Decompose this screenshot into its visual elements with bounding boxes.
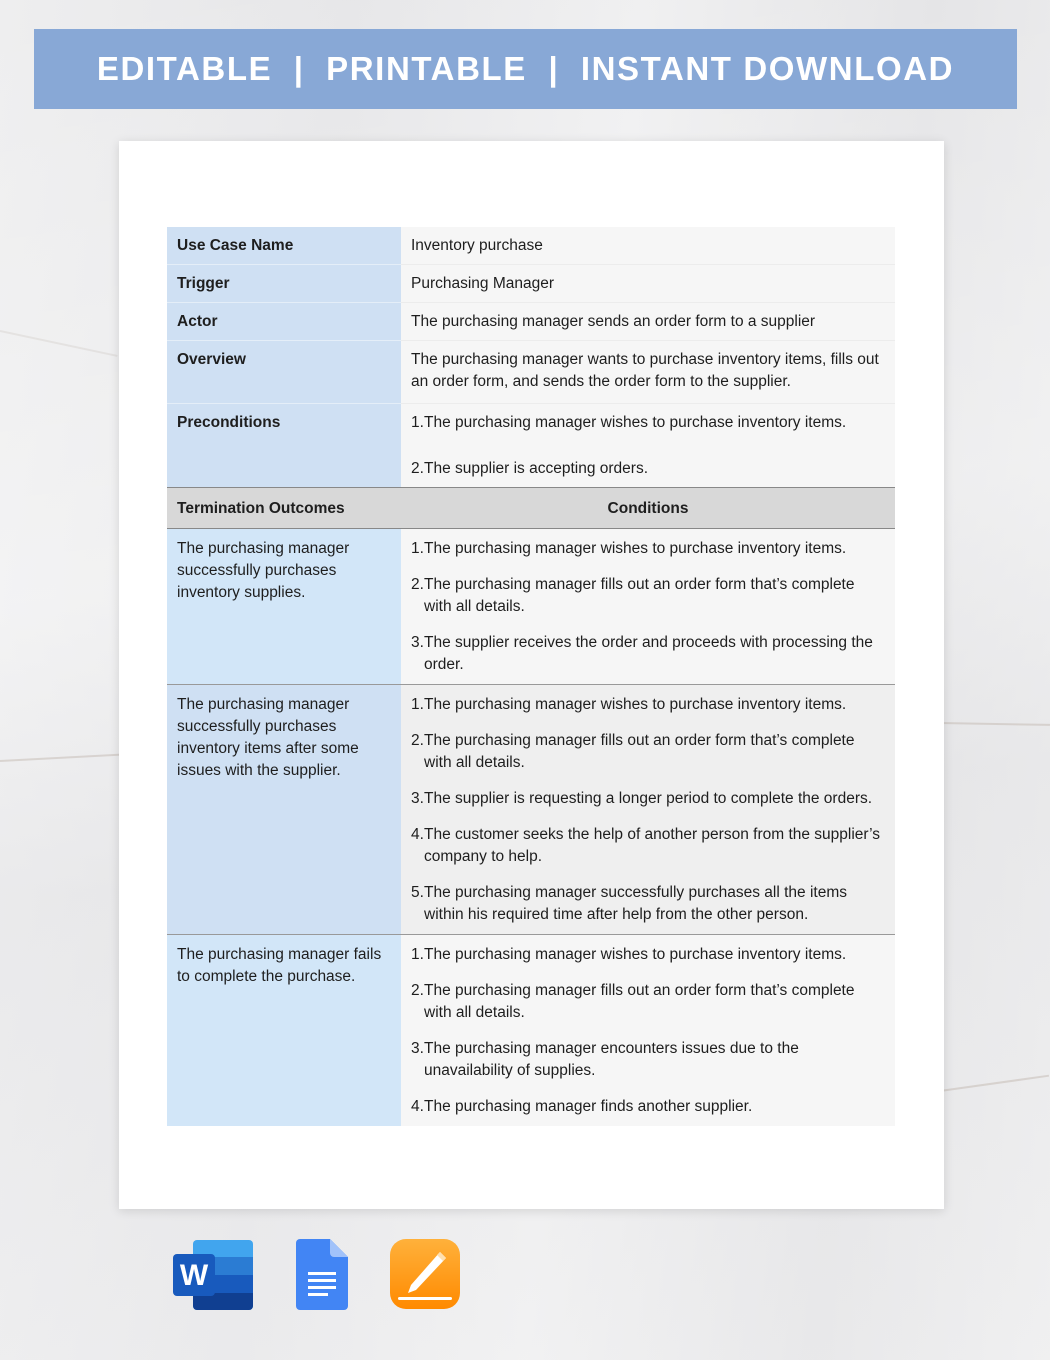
list-item xyxy=(411,694,885,716)
item-text: The customer seeks the help of another person from the supplier’s company to help. xyxy=(424,826,881,865)
outcomes-header-right: Conditions xyxy=(401,488,895,529)
promo-banner xyxy=(34,29,1017,109)
list-item xyxy=(411,458,885,480)
outcome-row xyxy=(167,685,895,935)
conditions-list xyxy=(401,935,895,1127)
item-number: 1. xyxy=(411,696,424,713)
document-page xyxy=(119,141,944,1209)
google-docs-icon xyxy=(296,1239,348,1310)
outcomes-header-row xyxy=(167,488,895,529)
outcome-description: The purchasing manager successfully purchases inventory supplies. xyxy=(167,529,401,685)
item-text: The supplier is requesting a longer period to complete the orders. xyxy=(424,790,873,807)
item-number: 4. xyxy=(411,1098,424,1115)
item-text: The supplier is accepting orders. xyxy=(424,460,649,477)
use-case-table xyxy=(167,227,895,1126)
list-item xyxy=(411,944,885,966)
conditions-list xyxy=(401,529,895,685)
marble-vein xyxy=(940,722,1050,726)
item-text: The purchasing manager wishes to purchase inventory items. xyxy=(424,946,847,963)
outcome-row xyxy=(167,529,895,685)
outcomes-header-left: Termination Outcomes xyxy=(167,488,401,529)
item-text: The purchasing manager fills out an order form that’s complete with all details. xyxy=(424,576,855,615)
table-row xyxy=(167,227,895,265)
item-text: The supplier receives the order and proceeds with processing the order. xyxy=(424,634,873,673)
item-text: The purchasing manager fills out an order form that’s complete with all details. xyxy=(424,982,855,1021)
svg-text:W: W xyxy=(179,1259,209,1292)
table-row xyxy=(167,265,895,303)
item-text: The purchasing manager finds another supplier. xyxy=(424,1098,753,1115)
table-row xyxy=(167,341,895,404)
item-number: 2. xyxy=(411,576,424,593)
item-text: The purchasing manager wishes to purchase inventory items. xyxy=(424,414,847,431)
item-number: 5. xyxy=(411,884,424,901)
banner-text: EDITABLE | PRINTABLE | INSTANT DOWNLOAD xyxy=(96,50,955,87)
item-number: 1. xyxy=(411,414,424,431)
list-item xyxy=(411,574,885,618)
list-item xyxy=(411,824,885,868)
row-value: Inventory purchase xyxy=(401,227,895,265)
preconditions-list xyxy=(401,404,895,488)
item-text: The purchasing manager successfully purchases all the items within his required time after help from the other person. xyxy=(424,884,848,923)
item-text: The purchasing manager wishes to purchase inventory items. xyxy=(424,696,847,713)
item-number: 1. xyxy=(411,946,424,963)
conditions-list xyxy=(401,685,895,935)
item-text: The purchasing manager encounters issues due to the unavailability of supplies. xyxy=(424,1040,799,1079)
item-text: The purchasing manager wishes to purchase inventory items. xyxy=(424,540,847,557)
item-number: 3. xyxy=(411,634,424,651)
row-label: Trigger xyxy=(167,265,401,303)
list-item xyxy=(411,1096,885,1118)
row-label: Use Case Name xyxy=(167,227,401,265)
item-text: The purchasing manager fills out an order form that’s complete with all details. xyxy=(424,732,855,771)
row-label: Actor xyxy=(167,303,401,341)
item-number: 3. xyxy=(411,790,424,807)
outcome-row xyxy=(167,935,895,1127)
apple-pages-icon xyxy=(390,1239,460,1309)
row-value: The purchasing manager sends an order form to a supplier xyxy=(401,303,895,341)
list-item xyxy=(411,538,885,560)
row-value: Purchasing Manager xyxy=(401,265,895,303)
outcome-description: The purchasing manager fails to complete the purchase. xyxy=(167,935,401,1127)
list-item xyxy=(411,412,885,434)
row-value: The purchasing manager wants to purchase inventory items, fills out an order form, and sends the order form to the supplier. xyxy=(401,341,895,404)
marble-vein xyxy=(940,1075,1049,1092)
row-label: Overview xyxy=(167,341,401,404)
list-item xyxy=(411,788,885,810)
list-item xyxy=(411,1038,885,1082)
microsoft-word-icon xyxy=(173,1240,255,1310)
list-item xyxy=(411,882,885,926)
list-item xyxy=(411,632,885,676)
outcome-description: The purchasing manager successfully purchases inventory items after some issues with the supplier. xyxy=(167,685,401,935)
list-item xyxy=(411,730,885,774)
list-item xyxy=(411,980,885,1024)
item-number: 1. xyxy=(411,540,424,557)
marble-vein xyxy=(0,330,118,357)
item-number: 2. xyxy=(411,460,424,477)
item-number: 4. xyxy=(411,826,424,843)
table-row xyxy=(167,404,895,488)
item-number: 3. xyxy=(411,1040,424,1057)
item-number: 2. xyxy=(411,732,424,749)
row-label: Preconditions xyxy=(167,404,401,488)
table-row xyxy=(167,303,895,341)
item-number: 2. xyxy=(411,982,424,999)
app-icons-row xyxy=(0,1238,1050,1310)
